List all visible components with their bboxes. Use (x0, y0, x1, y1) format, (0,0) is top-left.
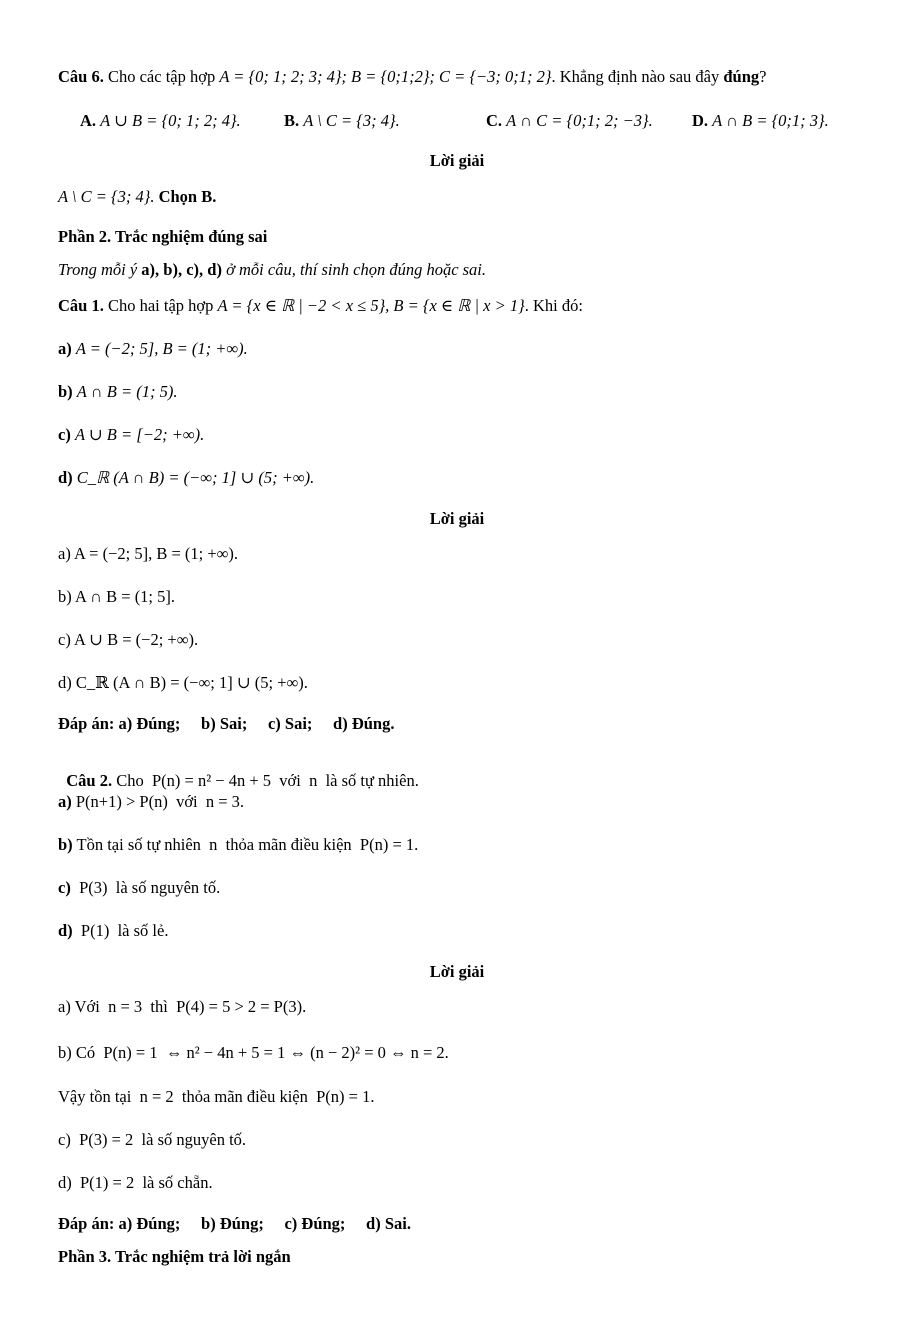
q1-item-c-text: A ∪ B = [−2; +∞). (74, 425, 205, 444)
q6-option-d[interactable] (692, 110, 829, 132)
q6-option-c[interactable] (486, 110, 653, 132)
q1-item-d-text: C_ℝ (A ∩ B) = (−∞; 1] ∪ (5; +∞). (76, 468, 315, 487)
q6-sets: A = {0; 1; 2; 3; 4}; B = {0;1;2}; C = {−3; 0;1; 2} (219, 67, 552, 86)
q6-option-c-label: C. (486, 111, 503, 130)
q2-text: Cho P(n) = n² − 4n + 5 với n là số tự nhiên. (112, 771, 419, 790)
q1-answer: Đáp án: a) Đúng; b) Sai; c) Sai; d) Đúng. (58, 714, 395, 733)
part2-instr-1: Trong mỗi ý (58, 260, 142, 279)
q6-option-a[interactable] (80, 110, 241, 132)
part2-instructions (58, 259, 874, 281)
q6-options (58, 110, 874, 132)
q6-option-b[interactable] (284, 110, 400, 132)
q2-solution-b: b) Có P(n) = 1 ⇔ n² − 4n + 5 = 1 ⇔ (n − 2)² = 0 ⇔ n = 2. (58, 1043, 449, 1062)
q1-tail: . Khi đó: (524, 296, 583, 315)
solution-heading-2: Lời giải (429, 509, 485, 528)
q2-item-c-label: c) (58, 878, 71, 897)
q6-option-d-text: A ∩ B = {0;1; 3}. (712, 111, 829, 130)
part2-instr-bold: a), b), c), d) (141, 260, 222, 279)
q6-option-a-label: A. (80, 111, 97, 130)
solution-heading-1: Lời giải (429, 151, 485, 170)
q2-label: Câu 2. (66, 771, 113, 790)
q1-item-d[interactable] (58, 467, 874, 489)
q2-item-d-label: d) (58, 921, 73, 940)
q2-item-b-text: Tồn tại số tự nhiên n thỏa mãn điều kiện P(n) = 1. (72, 835, 419, 854)
q1-item-d-label: d) (58, 468, 73, 487)
q1-sets: A = {x ∈ ℝ | −2 < x ≤ 5}, B = {x ∈ ℝ | x > 1} (217, 296, 525, 315)
q1-solution-a: a) A = (−2; 5], B = (1; +∞). (58, 544, 239, 563)
q2-item-a-label: a) (58, 792, 72, 811)
part2-title: Phần 2. Trắc nghiệm đúng sai (58, 227, 268, 246)
q6-solution-choice: Chọn B. (158, 187, 217, 206)
q2-item-a-text: P(n+1) > P(n) với n = 3. (71, 792, 245, 811)
solution-heading-3: Lời giải (429, 962, 485, 981)
q2-item-c[interactable] (58, 877, 874, 899)
q6-text: Cho các tập hợp (103, 67, 220, 86)
q6-solution (58, 186, 874, 208)
q2-item-b-label: b) (58, 835, 73, 854)
q1-item-b[interactable] (58, 381, 874, 403)
q2-solution-a: a) Với n = 3 thì P(4) = 5 > 2 = P(3). (58, 997, 307, 1016)
q6-emph: đúng (723, 67, 760, 86)
q1-text: Cho hai tập hợp (103, 296, 218, 315)
q1-stem (58, 295, 874, 317)
q2-item-d[interactable] (58, 920, 874, 942)
q2-solution-c: c) P(3) = 2 là số nguyên tố. (58, 1130, 247, 1149)
q1-solution-c: c) A ∪ B = (−2; +∞). (58, 630, 199, 649)
q1-item-b-label: b) (58, 382, 73, 401)
q6-option-b-label: B. (284, 111, 300, 130)
q1-item-c-label: c) (58, 425, 71, 444)
q1-solution-b: b) A ∩ B = (1; 5]. (58, 587, 176, 606)
q6-option-a-text: A ∪ B = {0; 1; 2; 4}. (100, 111, 241, 130)
q1-item-b-text: A ∩ B = (1; 5). (76, 382, 178, 401)
q2-item-c-text: P(3) là số nguyên tố. (70, 878, 221, 897)
q6-stem (58, 66, 874, 88)
q2-stem (58, 748, 874, 792)
q2-item-b[interactable] (58, 834, 874, 856)
q6-option-c-text: A ∩ C = {0;1; 2; −3}. (506, 111, 653, 130)
q1-item-c[interactable] (58, 424, 874, 446)
q1-item-a-text: A = (−2; 5], B = (1; +∞). (75, 339, 248, 358)
q6-option-b-text: A \ C = {3; 4}. (303, 111, 400, 130)
q2-solution-d: d) P(1) = 2 là số chẵn. (58, 1173, 213, 1192)
part3-title: Phần 3. Trắc nghiệm trả lời ngắn (58, 1247, 291, 1266)
q6-qmark: ? (759, 67, 767, 86)
q2-item-a[interactable] (58, 791, 874, 813)
q1-label: Câu 1. (58, 296, 104, 315)
q2-solution-b-conclusion: Vậy tồn tại n = 2 thỏa mãn điều kiện P(n) = 1. (58, 1087, 375, 1106)
q1-item-a-label: a) (58, 339, 72, 358)
q2-item-d-text: P(1) là số lẻ. (72, 921, 169, 940)
q6-solution-expr: A \ C = {3; 4}. (58, 187, 159, 206)
q6-option-d-label: D. (692, 111, 709, 130)
q1-item-a[interactable] (58, 338, 874, 360)
q6-label: Câu 6. (58, 67, 104, 86)
q2-answer: Đáp án: a) Đúng; b) Đúng; c) Đúng; d) Sai. (58, 1214, 411, 1233)
q1-solution-d: d) C_ℝ (A ∩ B) = (−∞; 1] ∪ (5; +∞). (58, 673, 308, 692)
part2-instr-2: ở mỗi câu, thí sinh chọn đúng hoặc sai. (221, 260, 487, 279)
q6-question: . Khẳng định nào sau đây (551, 67, 724, 86)
